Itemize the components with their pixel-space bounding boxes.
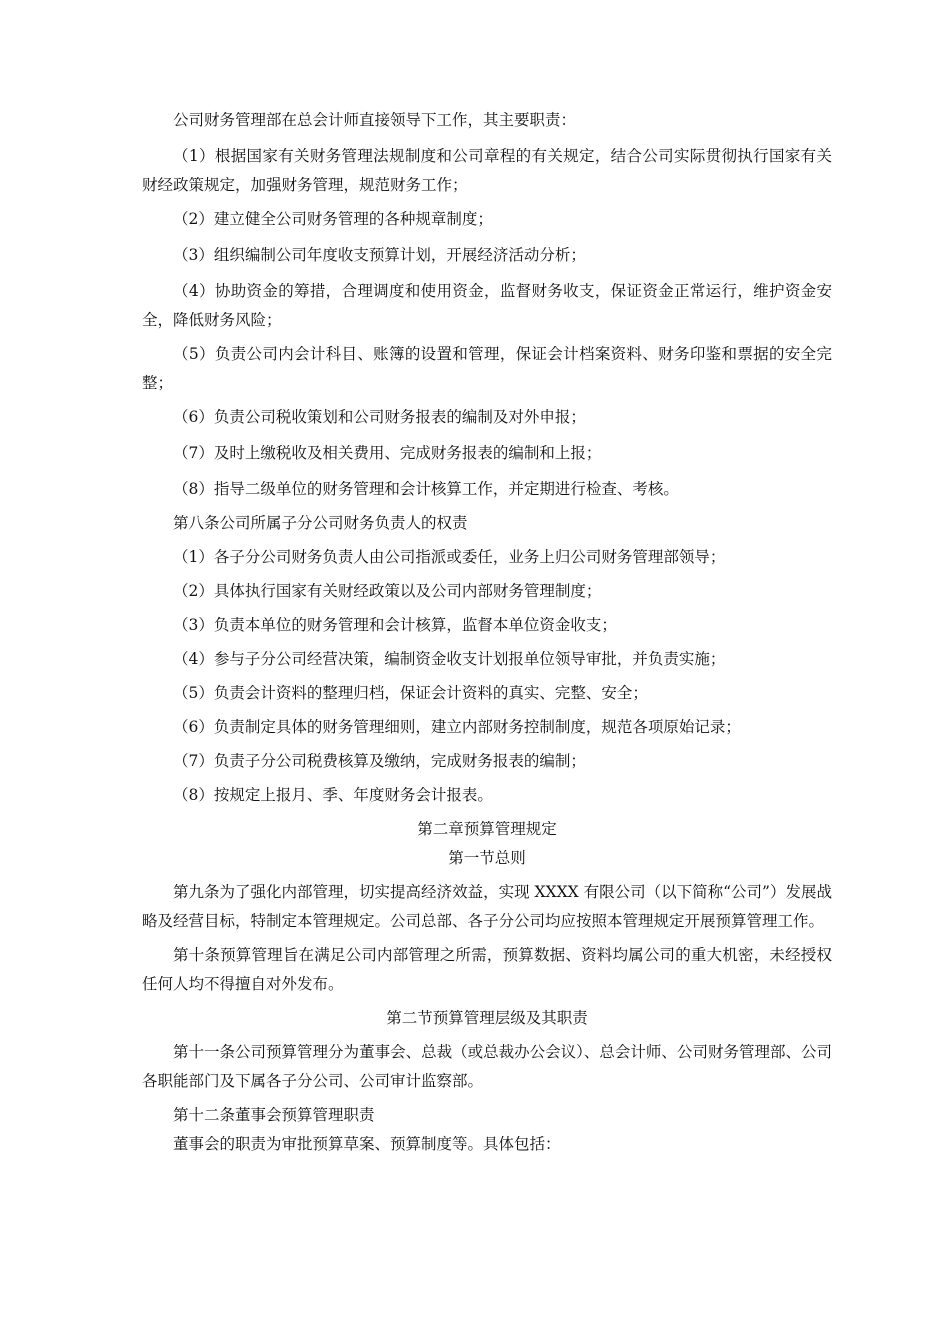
- article8-item-1: （1）各子分公司财务负责人由公司指派或委任，业务上归公司财务管理部领导；: [173, 548, 726, 566]
- finance-duty-2: （2）建立健全公司财务管理的各种规章制度；: [173, 210, 493, 228]
- article8-item-7: （7）负责子分公司税费核算及缴纳，完成财务报表的编制；: [173, 752, 586, 770]
- article12-title: 第十二条董事会预算管理职责: [173, 1106, 375, 1124]
- article8-item-2: （2）具体执行国家有关财经政策以及公司内部财务管理制度；: [173, 582, 602, 600]
- article8-item-6: （6）负责制定具体的财务管理细则，建立内部财务控制制度，规范各项原始记录；: [173, 718, 741, 736]
- article8-item-3: （3）负责本单位的财务管理和会计核算，监督本单位资金收支；: [173, 616, 617, 634]
- finance-duty-6: （6）负责公司税收策划和公司财务报表的编制及对外申报；: [173, 408, 586, 426]
- section1-title: 第一节总则: [448, 849, 526, 867]
- intro-paragraph: 公司财务管理部在总会计师直接领导下工作，其主要职责：: [173, 111, 577, 129]
- finance-duty-5: （5）负责公司内会计科目、账簿的设置和管理，保证会计档案资料、财务印鉴和票据的安全完整；: [142, 345, 832, 392]
- article8-item-4: （4）参与子分公司经营决策，编制资金收支计划报单位领导审批，并负责实施；: [173, 650, 726, 668]
- article8-item-5: （5）负责会计资料的整理归档，保证会计资料的真实、完整、安全；: [173, 684, 648, 702]
- finance-duty-4: （4）协助资金的筹措，合理调度和使用资金，监督财务收支，保证资金正常运行，维护资金安全，降低财务风险；: [142, 282, 832, 329]
- document-body: [142, 106, 832, 1159]
- article8-title: 第八条公司所属子分公司财务负责人的权责: [173, 514, 468, 532]
- finance-duty-3: （3）组织编制公司年度收支预算计划，开展经济活动分析；: [173, 246, 586, 264]
- article12-text: 董事会的职责为审批预算草案、预算制度等。具体包括：: [173, 1135, 561, 1153]
- finance-duty-8: （8）指导二级单位的财务管理和会计核算工作，并定期进行检查、考核。: [173, 480, 679, 498]
- article11-paragraph: 第十一条公司预算管理分为董事会、总裁（或总裁办公会议）、总会计师、公司财务管理部、公司各职能部门及下属各子分公司、公司审计监察部。: [142, 1043, 832, 1090]
- finance-duty-1: （1）根据国家有关财务管理法规制度和公司章程的有关规定，结合公司实际贯彻执行国家有关财经政策规定，加强财务管理，规范财务工作；: [142, 147, 832, 194]
- article8-item-8: （8）按规定上报月、季、年度财务会计报表。: [173, 786, 493, 804]
- chapter2-title: 第二章预算管理规定: [417, 820, 557, 838]
- article9-paragraph: 第九条为了强化内部管理，切实提高经济效益，实现 XXXX 有限公司（以下简称“公司”）发展战略及经营目标，特制定本管理规定。公司总部、各子分公司均应按照本管理规定开展预算管理工作。: [142, 883, 832, 930]
- section2-title: 第二节预算管理层级及其职责: [386, 1009, 588, 1027]
- article10-paragraph: 第十条预算管理旨在满足公司内部管理之所需，预算数据、资料均属公司的重大机密，未经授权任何人均不得擅自对外发布。: [142, 946, 832, 993]
- finance-duty-7: （7）及时上缴税收及相关费用、完成财务报表的编制和上报；: [173, 444, 602, 462]
